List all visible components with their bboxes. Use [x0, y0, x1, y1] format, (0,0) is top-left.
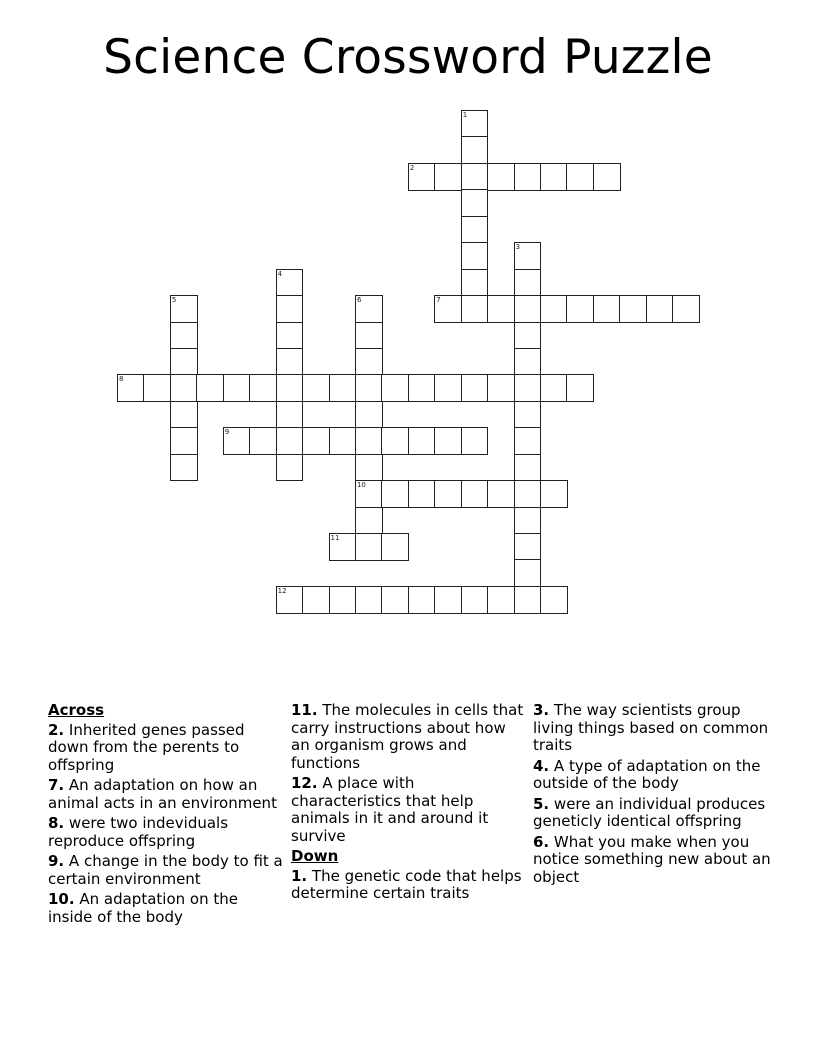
grid-cell[interactable] [461, 216, 489, 244]
grid-cell[interactable] [646, 295, 674, 323]
grid-cell[interactable] [143, 374, 171, 402]
grid-cell[interactable] [461, 110, 489, 138]
grid-cell[interactable] [276, 348, 304, 376]
grid-cell[interactable] [223, 374, 251, 402]
clue-text: A place with characteristics that help animals in it and around it survive [291, 774, 489, 845]
clue-number: 12. [291, 774, 318, 792]
grid-cell[interactable] [355, 295, 383, 323]
grid-cell[interactable] [196, 374, 224, 402]
grid-cell[interactable] [461, 295, 489, 323]
clue-down-5 [533, 796, 773, 831]
grid-cell[interactable] [434, 295, 462, 323]
grid-cell[interactable] [514, 480, 542, 508]
grid-cell[interactable] [302, 374, 330, 402]
grid-cell[interactable] [355, 322, 383, 350]
grid-cell[interactable] [276, 401, 304, 429]
cell-number: 3 [515, 243, 521, 252]
grid-cell[interactable] [461, 427, 489, 455]
clue-across-7 [48, 777, 283, 812]
grid-cell[interactable] [170, 295, 198, 323]
clue-column-3 [533, 702, 773, 889]
grid-cell[interactable] [514, 401, 542, 429]
grid-cell[interactable] [381, 586, 409, 614]
grid-cell[interactable] [461, 374, 489, 402]
grid-cell[interactable] [514, 586, 542, 614]
grid-cell[interactable] [408, 480, 436, 508]
clue-text: were an individual produces geneticly identical offspring [533, 794, 766, 830]
grid-cell[interactable] [276, 295, 304, 323]
clue-number: 9. [48, 852, 65, 870]
grid-cell[interactable] [593, 295, 621, 323]
grid-cell[interactable] [566, 163, 594, 191]
grid-cell[interactable] [434, 163, 462, 191]
grid-cell[interactable] [355, 348, 383, 376]
cell-number: 1 [462, 111, 468, 119]
grid-cell[interactable] [170, 401, 198, 429]
grid-cell[interactable] [593, 163, 621, 191]
grid-cell[interactable] [381, 480, 409, 508]
clue-across-8 [48, 815, 283, 850]
cell-number: 4 [277, 269, 283, 278]
grid-cell[interactable] [514, 295, 542, 323]
clue-text: The way scientists group living things based on common traits [533, 701, 769, 754]
clue-text: A change in the body to fit a certain environment [48, 852, 283, 888]
down-heading: Down [291, 847, 339, 865]
clue-across-11 [291, 702, 526, 772]
cell-number: 9 [224, 428, 230, 437]
grid-cell[interactable] [434, 480, 462, 508]
clue-number: 5. [533, 794, 550, 813]
grid-cell[interactable] [514, 374, 542, 402]
grid-cell[interactable] [514, 533, 542, 561]
clue-number: 7. [48, 776, 65, 794]
grid-cell[interactable] [355, 401, 383, 429]
grid-cell[interactable] [672, 295, 700, 323]
grid-cell[interactable] [514, 559, 542, 587]
clue-number: 11. [291, 701, 318, 719]
cell-number: 2 [409, 163, 415, 172]
clue-text: An adaptation on the inside of the body [48, 890, 238, 926]
clue-text: A type of adaptation on the outside of the body [533, 756, 761, 792]
grid-cell[interactable] [249, 374, 277, 402]
grid-cell[interactable] [302, 586, 330, 614]
grid-cell[interactable] [170, 374, 198, 402]
clue-number: 1. [291, 866, 308, 885]
grid-cell[interactable] [355, 454, 383, 482]
clue-down-1 [291, 868, 526, 903]
clue-number: 6. [533, 832, 550, 851]
grid-cell[interactable] [170, 454, 198, 482]
cell-number: 12 [277, 586, 287, 595]
grid-cell[interactable] [461, 480, 489, 508]
grid-cell[interactable] [355, 586, 383, 614]
grid-cell[interactable] [461, 189, 489, 217]
grid-cell[interactable] [276, 269, 304, 297]
grid-cell[interactable] [276, 322, 304, 350]
grid-cell[interactable] [461, 163, 489, 191]
clue-text: Inherited genes passed down from the perents to offspring [48, 720, 245, 774]
grid-cell[interactable] [461, 136, 489, 164]
grid-cell[interactable] [355, 533, 383, 561]
clue-text: What you make when you notice something new about an object [533, 832, 771, 886]
grid-cell[interactable] [276, 454, 304, 482]
clue-column-2 [291, 702, 526, 906]
grid-cell[interactable] [514, 242, 542, 270]
clue-number: 4. [533, 756, 550, 775]
grid-cell[interactable] [355, 480, 383, 508]
clue-text: An adaptation on how an animal acts in an environment [48, 776, 277, 812]
grid-cell[interactable] [461, 586, 489, 614]
grid-cell[interactable] [408, 586, 436, 614]
cell-number: 8 [119, 375, 124, 384]
clue-text: The molecules in cells that carry instructions about how an organism grows and functions [291, 701, 524, 772]
grid-cell[interactable] [170, 427, 198, 455]
grid-cell[interactable] [566, 295, 594, 323]
grid-cell[interactable] [514, 454, 542, 482]
grid-cell[interactable] [329, 427, 357, 455]
grid-cell[interactable] [355, 374, 383, 402]
cell-number: 5 [171, 296, 177, 305]
grid-cell[interactable] [249, 427, 277, 455]
clue-across-12 [291, 775, 526, 845]
clue-across-10 [48, 891, 283, 926]
cell-number: 10 [356, 481, 366, 490]
grid-cell[interactable] [408, 163, 436, 191]
grid-cell[interactable] [355, 507, 383, 535]
grid-cell[interactable] [514, 348, 542, 376]
grid-cell[interactable] [514, 322, 542, 350]
clue-text: were two indeviduals reproduce offspring [48, 814, 229, 850]
page-title: Science Crossword Puzzle [103, 30, 713, 85]
clue-number: 2. [48, 720, 65, 739]
grid-cell[interactable] [540, 163, 568, 191]
grid-cell[interactable] [408, 427, 436, 455]
clue-text: The genetic code that helps determine certain traits [291, 866, 522, 902]
grid-cell[interactable] [540, 480, 568, 508]
grid-cell[interactable] [276, 427, 304, 455]
grid-cell[interactable] [329, 586, 357, 614]
grid-cell[interactable] [514, 163, 542, 191]
clue-down-3 [533, 702, 773, 755]
grid-cell[interactable] [170, 348, 198, 376]
clue-column-1 [48, 702, 283, 929]
grid-cell[interactable] [487, 586, 515, 614]
clue-across-2 [48, 722, 283, 775]
grid-cell[interactable] [461, 242, 489, 270]
grid-cell[interactable] [487, 374, 515, 402]
grid-cell[interactable] [355, 427, 383, 455]
cell-number: 7 [436, 296, 441, 305]
grid-cell[interactable] [540, 374, 568, 402]
clue-across-9 [48, 853, 283, 888]
grid-cell[interactable] [117, 374, 145, 402]
clue-number: 10. [48, 890, 75, 908]
grid-cell[interactable] [461, 269, 489, 297]
clue-down-6 [533, 834, 773, 887]
grid-cell[interactable] [566, 374, 594, 402]
grid-cell[interactable] [514, 427, 542, 455]
grid-cell[interactable] [276, 374, 304, 402]
grid-cell[interactable] [434, 586, 462, 614]
grid-cell[interactable] [434, 374, 462, 402]
clue-number: 3. [533, 701, 550, 719]
grid-cell[interactable] [487, 480, 515, 508]
grid-cell[interactable] [329, 533, 357, 561]
grid-cell[interactable] [302, 427, 330, 455]
clue-number: 8. [48, 814, 65, 832]
grid-cell[interactable] [408, 374, 436, 402]
grid-cell[interactable] [514, 507, 542, 535]
across-heading: Across [48, 701, 105, 719]
grid-cell[interactable] [619, 295, 647, 323]
grid-cell[interactable] [223, 427, 251, 455]
grid-cell[interactable] [540, 586, 568, 614]
grid-cell[interactable] [381, 533, 409, 561]
grid-cell[interactable] [329, 374, 357, 402]
grid-cell[interactable] [381, 374, 409, 402]
grid-cell[interactable] [434, 427, 462, 455]
grid-cell[interactable] [381, 427, 409, 455]
grid-cell[interactable] [170, 322, 198, 350]
grid-cell[interactable] [540, 295, 568, 323]
clue-down-4 [533, 758, 773, 793]
grid-cell[interactable] [487, 295, 515, 323]
grid-cell[interactable] [487, 163, 515, 191]
cell-number: 11 [330, 534, 340, 543]
cell-number: 6 [356, 296, 362, 305]
grid-cell[interactable] [276, 586, 304, 614]
grid-cell[interactable] [514, 269, 542, 297]
